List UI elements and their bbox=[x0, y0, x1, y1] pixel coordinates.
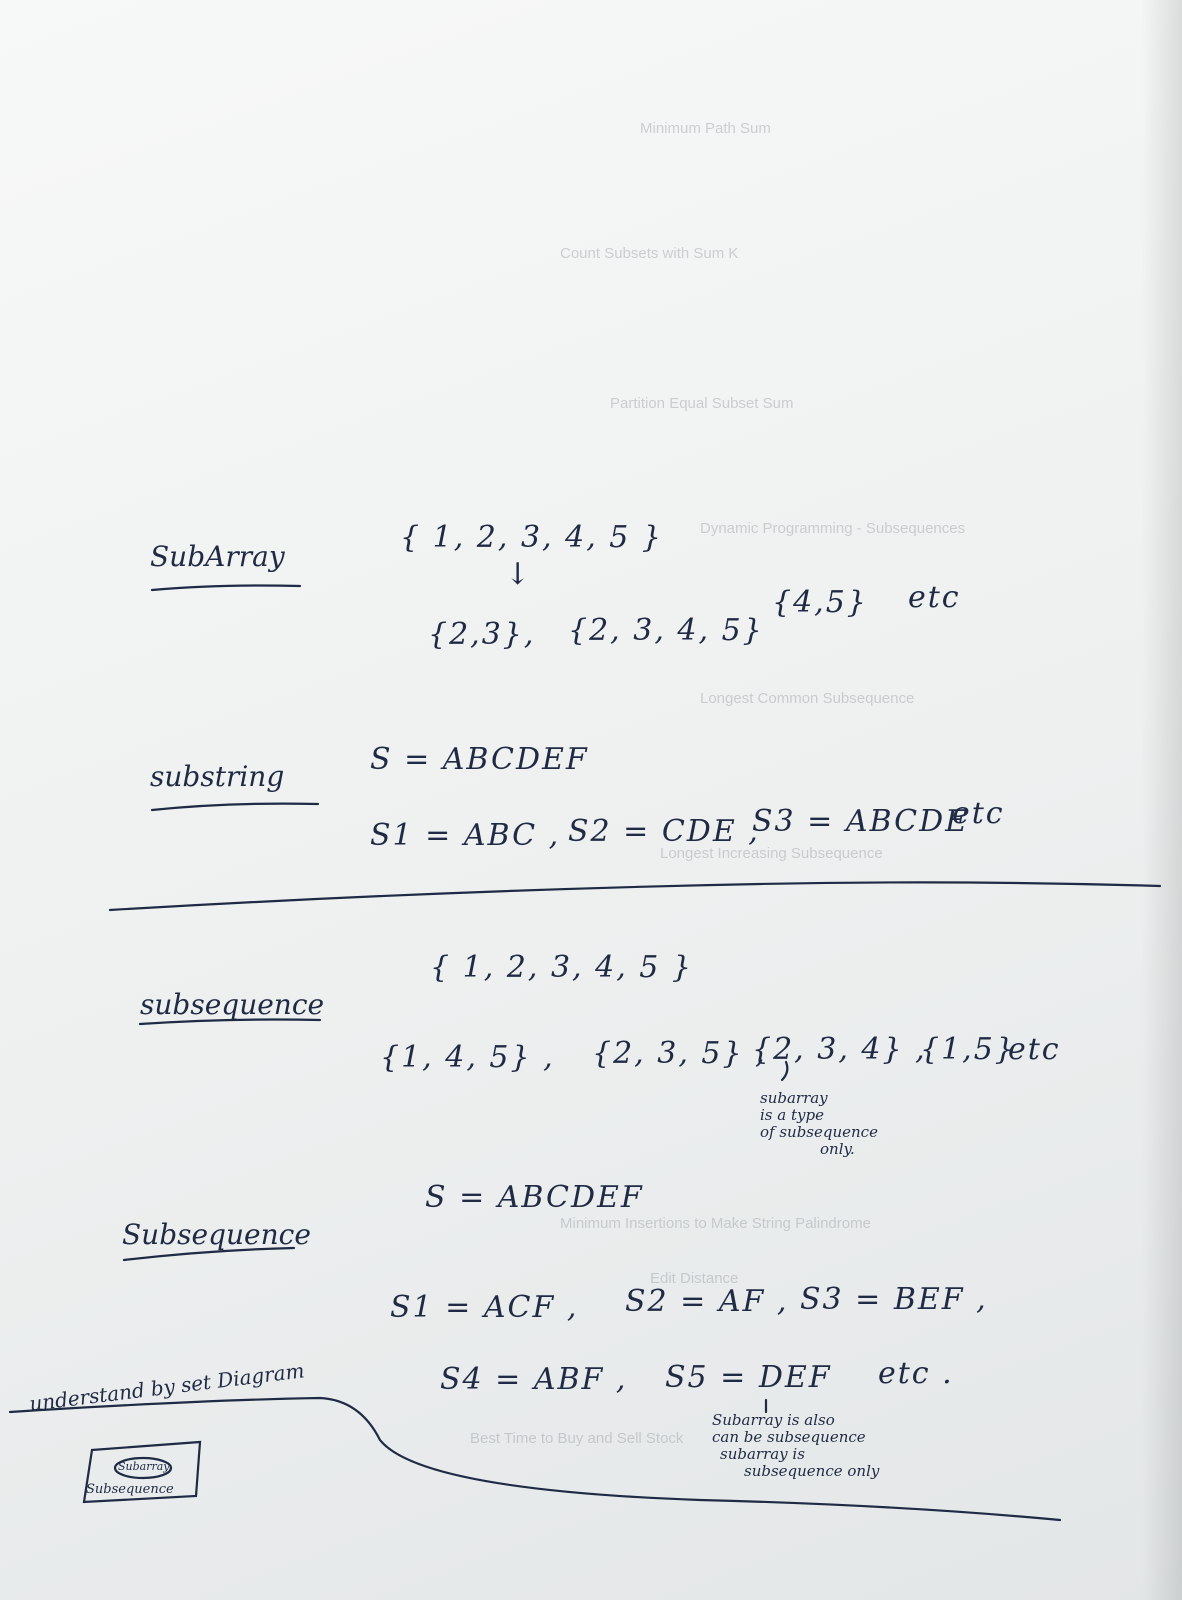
bleed-line: Best Time to Buy and Sell Stock bbox=[470, 1430, 684, 1447]
diagram-divider bbox=[10, 1398, 1060, 1520]
substring-example: S1 = ABC , bbox=[370, 818, 561, 853]
subsequence-string-example: S4 = ABF , bbox=[440, 1362, 628, 1397]
subsequence-etc: etc bbox=[1008, 1032, 1061, 1067]
note-line: Subarray is also bbox=[712, 1411, 835, 1429]
bleed-line: Minimum Insertions to Make String Palindrome bbox=[560, 1215, 871, 1232]
subarray-example: {4,5} bbox=[772, 585, 868, 620]
note-line: subsequence only bbox=[744, 1462, 880, 1480]
subarray-example: {2,3}, bbox=[428, 617, 536, 652]
substring-label: substring bbox=[150, 760, 285, 793]
subsequence-string: S = ABCDEF bbox=[425, 1180, 644, 1215]
substring-example: S3 = ABCDE bbox=[752, 804, 970, 839]
subsequence-underline bbox=[140, 1020, 320, 1025]
diagram-caption: understand by set Diagram bbox=[28, 1358, 306, 1416]
subarray-underline bbox=[152, 586, 300, 591]
section-divider bbox=[110, 882, 1160, 910]
note-line: is a type bbox=[760, 1106, 824, 1124]
subsequence-string-underline bbox=[124, 1248, 294, 1260]
diagram-outer-label: Subsequence bbox=[86, 1482, 174, 1497]
subsequence-string-example: S1 = ACF , bbox=[390, 1290, 579, 1325]
subsequence-string-label: Subsequence bbox=[122, 1218, 311, 1251]
note-line: subarray bbox=[760, 1089, 828, 1107]
subsequence-example: {2, 3, 5} , bbox=[592, 1036, 767, 1071]
note-line: of subsequence bbox=[760, 1123, 878, 1141]
subsequence-string-example: S5 = DEF bbox=[665, 1360, 832, 1395]
subarray-set: { 1, 2, 3, 4, 5 } bbox=[400, 520, 663, 555]
subsequence-set: { 1, 2, 3, 4, 5 } bbox=[430, 950, 693, 985]
bleed-line: Minimum Path Sum bbox=[640, 120, 771, 137]
subsequence-label: subsequence bbox=[140, 988, 325, 1021]
subsequence-example: {1, 4, 5} , bbox=[380, 1040, 555, 1075]
subsequence-string-example: S3 = BEF , bbox=[800, 1282, 988, 1317]
subarray-label: SubArray bbox=[150, 540, 285, 573]
subarray-etc: etc bbox=[908, 580, 961, 615]
subarray-arrow: ↓ bbox=[505, 557, 533, 592]
subsequence-brace bbox=[782, 1062, 787, 1080]
bleed-line: Longest Common Subsequence bbox=[700, 690, 915, 707]
bleed-line: Longest Increasing Subsequence bbox=[660, 845, 883, 862]
substring-etc: etc bbox=[952, 796, 1005, 831]
bleed-line: Count Subsets with Sum K bbox=[560, 245, 739, 262]
substring-string: S = ABCDEF bbox=[370, 742, 589, 777]
subsequence-example: {1,5} bbox=[920, 1032, 1016, 1067]
bleed-line: Edit Distance bbox=[650, 1270, 739, 1287]
subsequence-example: {2, 3, 4} , bbox=[752, 1032, 927, 1067]
subsequence-string-example: S2 = AF , bbox=[625, 1284, 789, 1319]
diagram-outer-set bbox=[84, 1442, 200, 1502]
note-line: subarray is bbox=[720, 1445, 805, 1463]
diagram-inner-set bbox=[115, 1458, 171, 1478]
bleed-line: Partition Equal Subset Sum bbox=[610, 395, 794, 412]
substring-example: S2 = CDE , bbox=[568, 814, 760, 849]
subarray-example: {2, 3, 4, 5} bbox=[568, 613, 764, 648]
bleed-line: Dynamic Programming - Subsequences bbox=[700, 520, 966, 537]
note-line: only. bbox=[820, 1140, 855, 1158]
subsequence-string-etc: etc . bbox=[878, 1356, 954, 1391]
diagram-inner-label: Subarray bbox=[118, 1460, 170, 1473]
note-line: can be subsequence bbox=[712, 1428, 866, 1446]
substring-underline bbox=[152, 804, 318, 810]
